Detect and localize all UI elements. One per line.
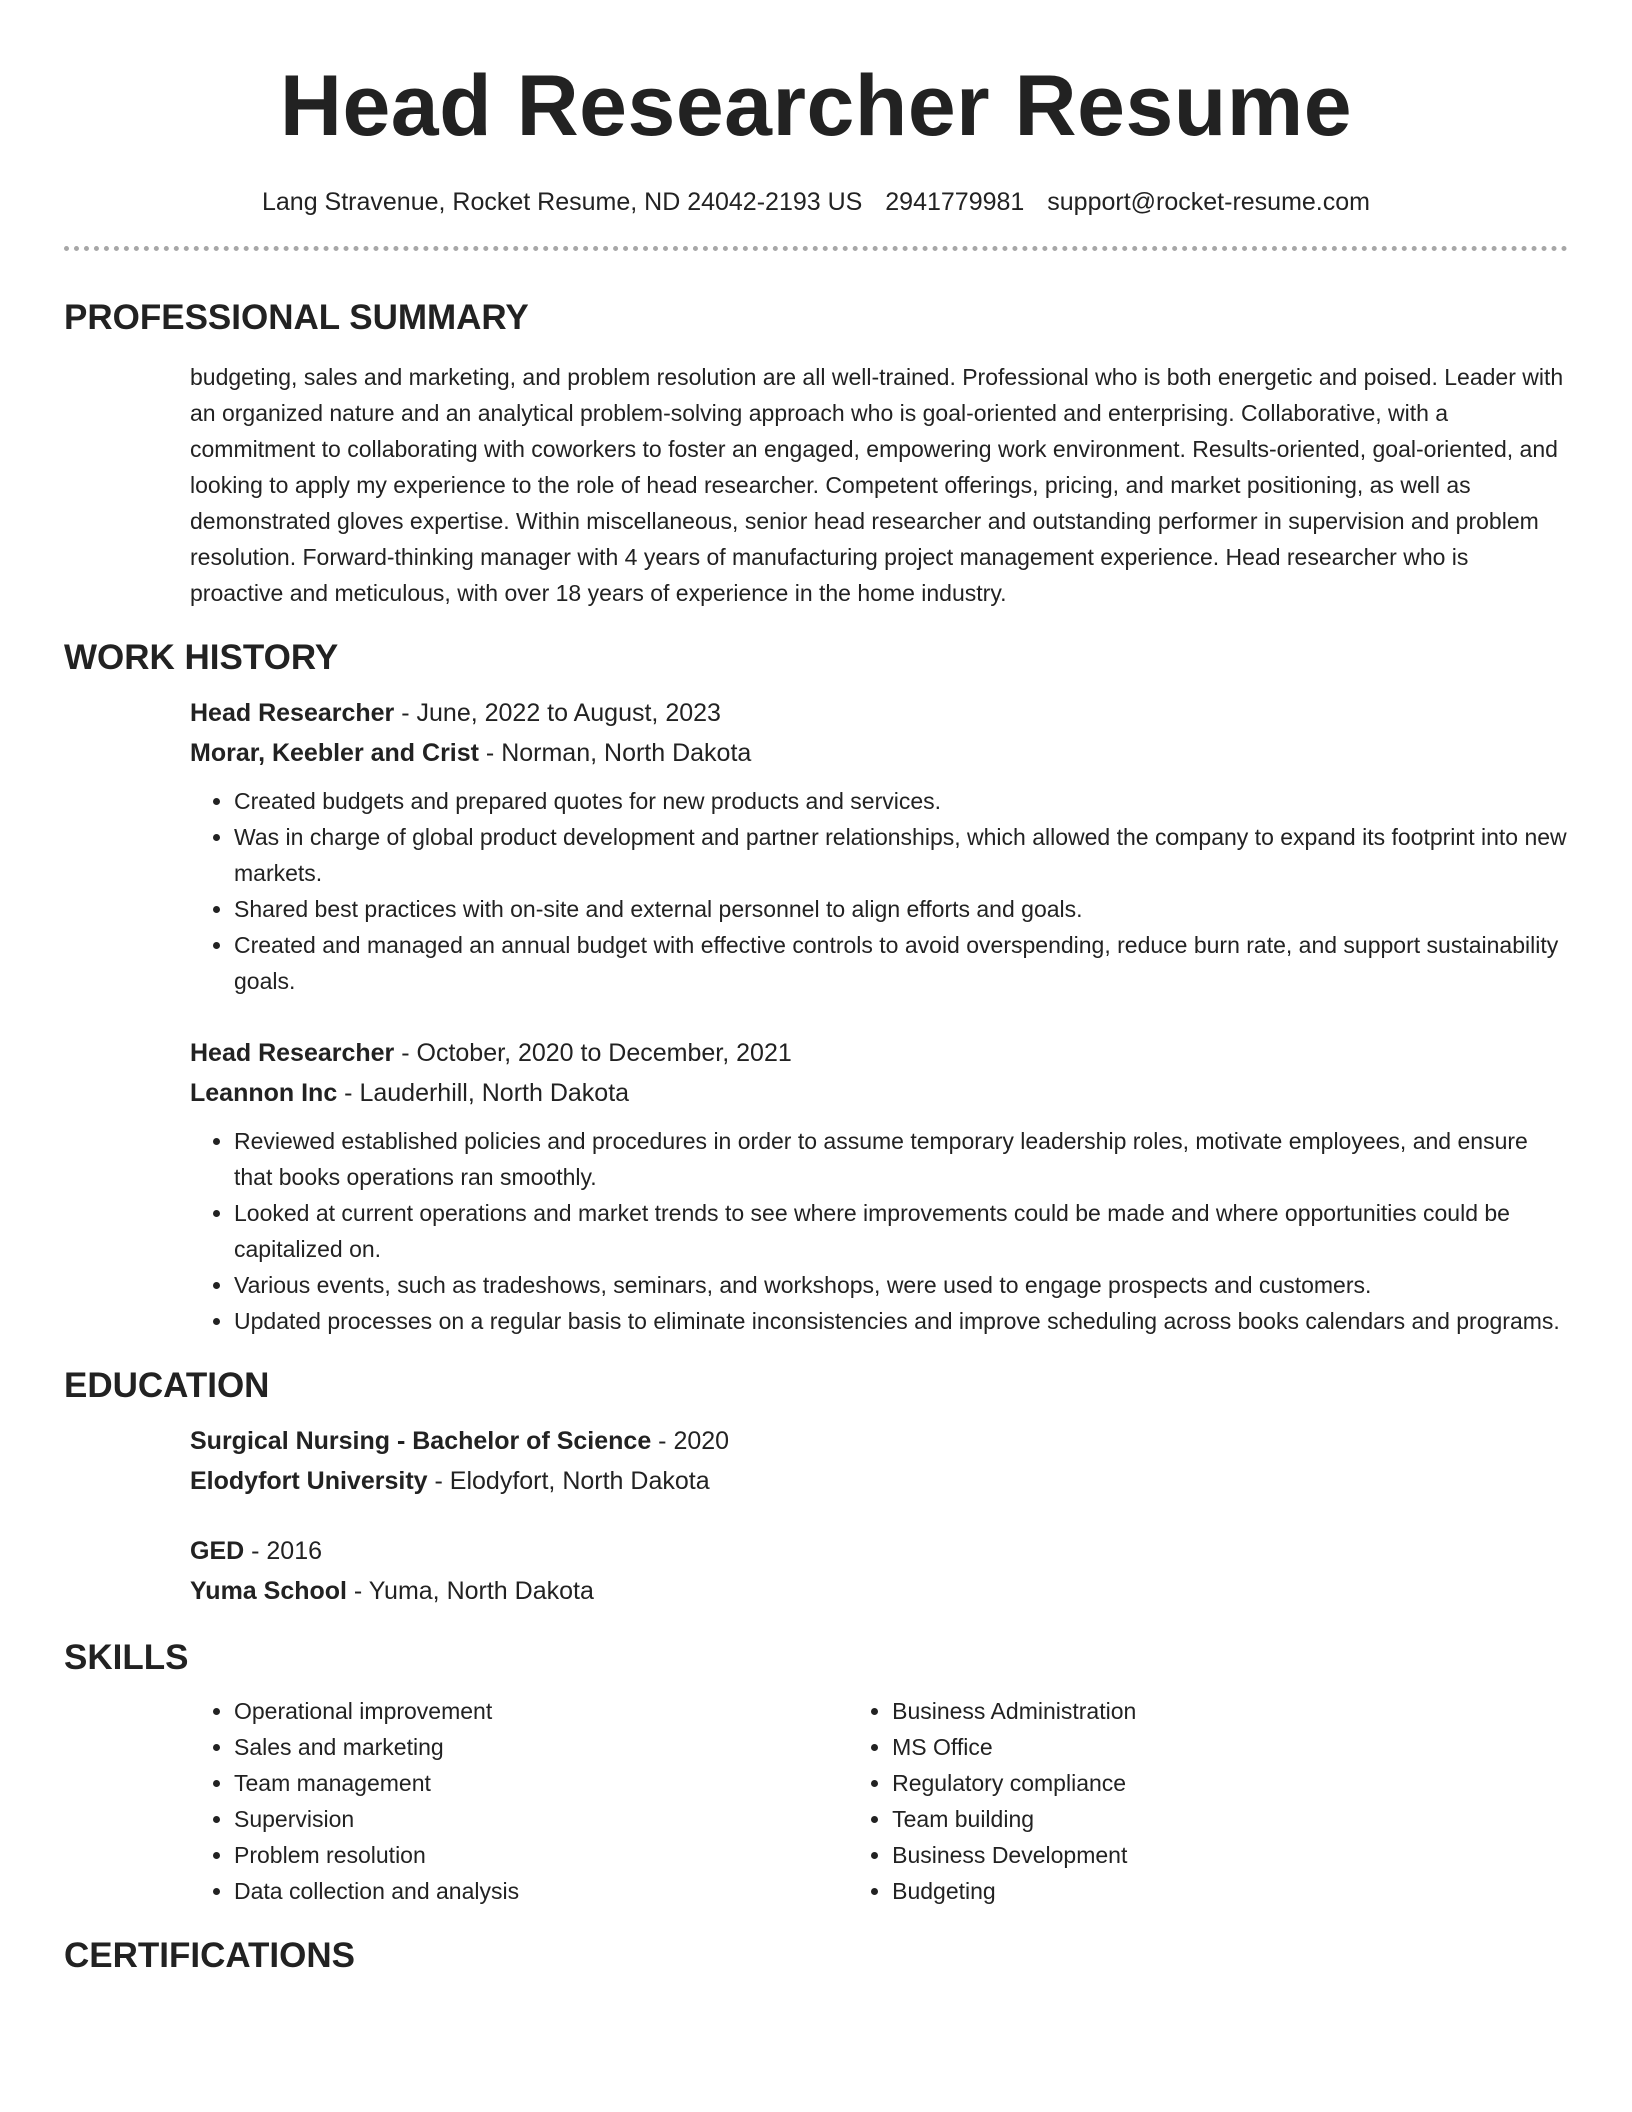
education-location: - Yuma, North Dakota bbox=[346, 1577, 594, 1605]
skill-item: • Sales and marketing bbox=[234, 1729, 848, 1765]
skills-section bbox=[64, 1637, 1568, 1909]
skill-item: • Team management bbox=[234, 1765, 848, 1801]
job-company-line bbox=[190, 733, 1568, 773]
education-year: - 2016 bbox=[244, 1537, 323, 1565]
skill-item: • Problem resolution bbox=[234, 1837, 848, 1873]
work-body bbox=[190, 693, 1568, 1339]
contact-address: Lang Stravenue, Rocket Resume, ND 24042-2193 US bbox=[261, 188, 863, 216]
education-school: Yuma School bbox=[190, 1577, 347, 1605]
job-company: Leannon Inc bbox=[190, 1079, 338, 1107]
job-bullet: • Reviewed established policies and procedures in order to assume temporary leadership roles, motivate employees, and ensure that books operations ran smoothly. bbox=[234, 1123, 1568, 1195]
skills-list-left bbox=[190, 1693, 848, 1909]
education-year: - 2020 bbox=[651, 1427, 730, 1455]
job-location: - Norman, North Dakota bbox=[478, 739, 752, 767]
skill-item: • Operational improvement bbox=[234, 1693, 848, 1729]
education-heading: EDUCATION bbox=[64, 1366, 270, 1405]
education-entry bbox=[190, 1531, 1568, 1611]
header-divider bbox=[64, 246, 1568, 251]
job-bullet: • Updated processes on a regular basis to eliminate inconsistencies and improve scheduling across books calendars and programs. bbox=[234, 1303, 1568, 1339]
skill-item: • Supervision bbox=[234, 1801, 848, 1837]
job-dates: - June, 2022 to August, 2023 bbox=[394, 699, 721, 727]
education-location: - Elodyfort, North Dakota bbox=[427, 1467, 710, 1495]
job-entry bbox=[190, 693, 1568, 999]
education-body bbox=[190, 1421, 1568, 1611]
skill-item: • Data collection and analysis bbox=[234, 1873, 848, 1909]
job-title-line bbox=[190, 1033, 1568, 1073]
job-entry bbox=[190, 1033, 1568, 1339]
skill-item: • Budgeting bbox=[892, 1873, 1568, 1909]
education-school: Elodyfort University bbox=[190, 1467, 428, 1495]
skills-body bbox=[190, 1693, 1568, 1909]
education-degree: GED bbox=[190, 1537, 245, 1565]
education-degree-line bbox=[190, 1421, 1568, 1461]
job-bullet: • Shared best practices with on-site and external personnel to align efforts and goals. bbox=[234, 891, 1568, 927]
summary-heading: PROFESSIONAL SUMMARY bbox=[64, 298, 529, 337]
skill-item: • Regulatory compliance bbox=[892, 1765, 1568, 1801]
contact-phone: 2941779981 bbox=[885, 188, 1025, 216]
job-title: Head Researcher bbox=[190, 1039, 395, 1067]
resume-page bbox=[64, 0, 1568, 1977]
education-school-line bbox=[190, 1571, 1568, 1611]
job-bullets bbox=[190, 783, 1568, 999]
skill-item: • MS Office bbox=[892, 1729, 1568, 1765]
work-section bbox=[64, 637, 1568, 1339]
job-title: Head Researcher bbox=[190, 699, 395, 727]
certifications-section bbox=[64, 1935, 1568, 1977]
job-company: Morar, Keebler and Crist bbox=[190, 739, 479, 767]
education-school-line bbox=[190, 1461, 1568, 1501]
skill-item: • Business Administration bbox=[892, 1693, 1568, 1729]
skill-item: • Business Development bbox=[892, 1837, 1568, 1873]
job-bullet: • Created budgets and prepared quotes for new products and services. bbox=[234, 783, 1568, 819]
job-title-line bbox=[190, 693, 1568, 733]
education-entry bbox=[190, 1421, 1568, 1501]
job-bullets bbox=[190, 1123, 1568, 1339]
education-section bbox=[64, 1365, 1568, 1611]
job-bullet: • Created and managed an annual budget with effective controls to avoid overspending, reduce burn rate, and support sustainability goals. bbox=[234, 927, 1568, 999]
job-company-line bbox=[190, 1073, 1568, 1113]
job-bullet: • Was in charge of global product development and partner relationships, which allowed the company to expand its footprint into new markets. bbox=[234, 819, 1568, 891]
work-heading: WORK HISTORY bbox=[64, 638, 339, 677]
job-location: - Lauderhill, North Dakota bbox=[337, 1079, 630, 1107]
job-dates: - October, 2020 to December, 2021 bbox=[394, 1039, 792, 1067]
skills-list-right bbox=[848, 1693, 1568, 1909]
summary-text: budgeting, sales and marketing, and problem resolution are all well-trained. Professional who is both energetic and poised. Leader with an organized nature and an analytical problem-solving approach who is goal-oriented and enterprising. Collaborative, with a commitment to collaborating with coworkers to foster an engaged, empowering work environment. Results-oriented, goal-oriented, and looking to apply my experience to the role of head researcher. Competent offerings, pricing, and market positioning, as well as demonstrated gloves expertise. Within miscellaneous, senior head researcher and outstanding performer in supervision and problem resolution. Forward-thinking manager with 4 years of manufacturing project management experience. Head researcher who is proactive and meticulous, with over 18 years of experience in the home industry. bbox=[190, 364, 1564, 606]
education-degree: Surgical Nursing - Bachelor of Science bbox=[190, 1427, 652, 1455]
summary-section bbox=[64, 297, 1568, 611]
job-bullet: • Looked at current operations and market trends to see where improvements could be made and where opportunities could be capitalized on. bbox=[234, 1195, 1568, 1267]
summary-body bbox=[190, 359, 1568, 611]
skill-item: • Team building bbox=[892, 1801, 1568, 1837]
page-title: Head Researcher Resume bbox=[279, 58, 1353, 154]
education-degree-line bbox=[190, 1531, 1568, 1571]
contact-email: support@rocket-resume.com bbox=[1047, 188, 1370, 216]
contact-info bbox=[64, 186, 1568, 218]
certifications-heading: CERTIFICATIONS bbox=[64, 1936, 356, 1975]
job-bullet: • Various events, such as tradeshows, seminars, and workshops, were used to engage prospects and customers. bbox=[234, 1267, 1568, 1303]
skills-heading: SKILLS bbox=[64, 1638, 189, 1677]
